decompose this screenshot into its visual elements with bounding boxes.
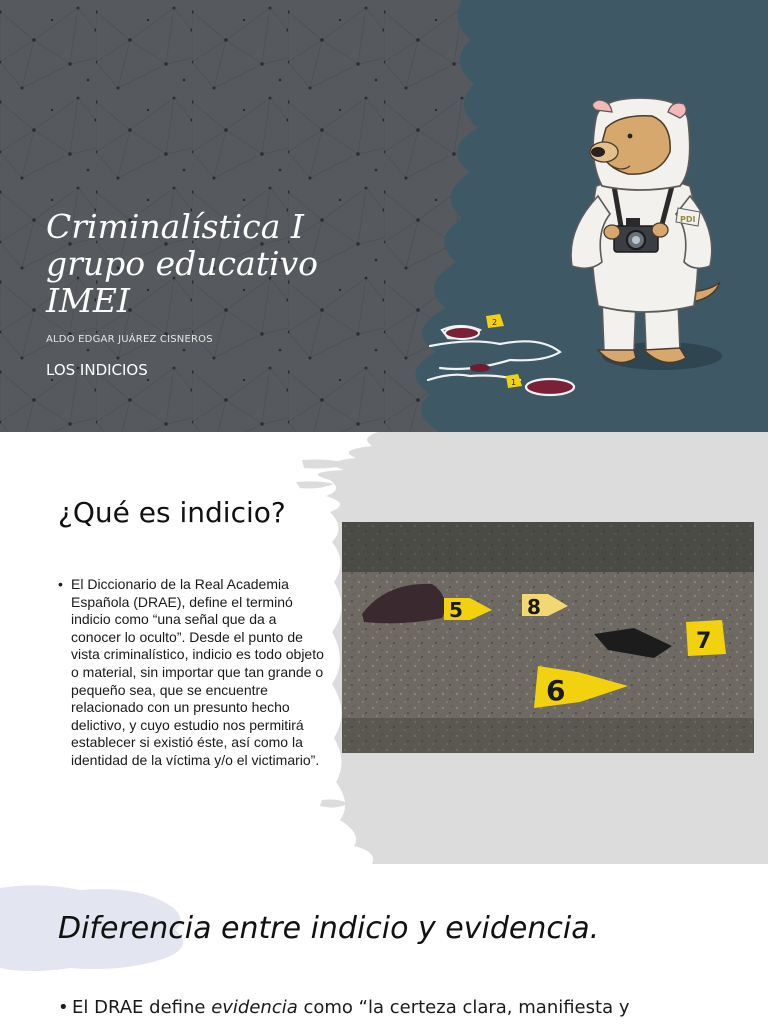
- section-heading: Diferencia entre indicio y evidencia.: [58, 911, 600, 946]
- evidence-marker-7: [686, 620, 726, 656]
- presentation-title: Criminalística I grupo educativo IMEI: [46, 207, 319, 320]
- svg-text:5: 5: [449, 598, 463, 622]
- svg-text:7: 7: [696, 629, 712, 654]
- definition-bullet: • El Diccionario de la Real Academia Española (DRAE), define el terminó indicio como “una señal que da a conocer lo oculto”. Desde el punto de vista criminalístico, indicio es todo objeto o material, sin importar que tan grande o pequeño sea, que se encuentre relacionado con un presunto hecho delictivo, y cuyo estudio nos permitirá establecer si existió éste, así como la identidad de la víctima y/o el victimario”.: [58, 576, 327, 770]
- evidence-definition-bullet: • El DRAE define evidencia como “la certeza clara, manifiesta y: [58, 996, 732, 1020]
- title-slide: [0, 0, 768, 432]
- section-heading: ¿Qué es indicio?: [58, 496, 286, 529]
- evidence-markers-photo-icon: [342, 522, 754, 753]
- forensic-dog-photographer-icon: [0, 0, 768, 432]
- difference-slide: [0, 864, 768, 1024]
- svg-text:1: 1: [511, 378, 517, 387]
- svg-text:8: 8: [527, 595, 541, 619]
- svg-text:PDI: PDI: [680, 215, 696, 224]
- author-name: ALDO EDGAR JUÁREZ CISNEROS: [46, 334, 213, 345]
- svg-text:2: 2: [492, 318, 498, 327]
- presentation-subtitle: LOS INDICIOS: [46, 361, 148, 379]
- definition-slide: [0, 432, 768, 864]
- evidence-marker-1: [506, 374, 522, 388]
- svg-text:6: 6: [546, 674, 566, 707]
- evidence-marker-2: [486, 314, 504, 328]
